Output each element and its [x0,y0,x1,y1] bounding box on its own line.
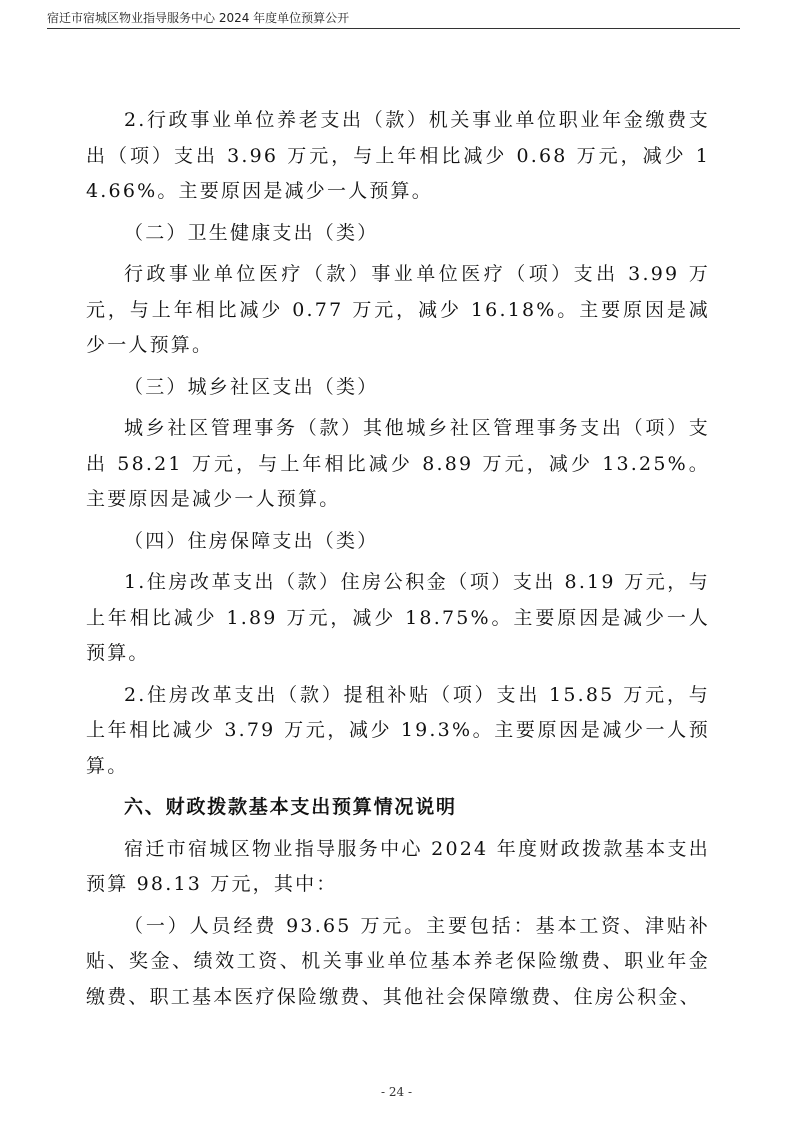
paragraph-rent-subsidy: 2.住房改革支出（款）提租补贴（项）支出 15.85 万元，与上年相比减少 3.79 万元，减少 19.3%。主要原因是减少一人预算。 [86,683,710,777]
heading-health: （二）卫生健康支出（类） [124,221,379,244]
page-number: - 24 - [380,1085,412,1099]
paragraph-pension-annuity: 2.行政事业单位养老支出（款）机关事业单位职业年金缴费支出（项）支出 3.96 万元，与上年相比减少 0.68 万元，减少 14.66%。主要原因是减少一人预算。 [86,109,710,202]
document-body [86,103,710,1015]
section-heading-basic-expenditure: 六、财政拨款基本支出预算情况说明 [124,796,457,818]
header-divider [47,28,740,29]
paragraph-community-management: 城乡社区管理事务（款）其他城乡社区管理事务支出（项）支出 58.21 万元，与上年相比减少 8.89 万元，减少 13.25%。主要原因是减少一人预算。 [86,417,710,510]
paragraph-personnel-costs: （一）人员经费 93.65 万元。主要包括：基本工资、津贴补贴、奖金、绩效工资、机关事业单位基本养老保险缴费、职业年金缴费、职工基本医疗保险缴费、其他社会保障缴费、住房公积金、 [86,914,710,1008]
page-header: 宿迁市宿城区物业指导服务中心 2024 年度单位预算公开 [47,11,350,25]
heading-housing: （四）住房保障支出（类） [124,529,379,552]
paragraph-basic-expenditure-total: 宿迁市宿城区物业指导服务中心 2024 年度财政拨款基本支出预算 98.13 万元，其中： [86,837,710,895]
paragraph-housing-fund: 1.住房改革支出（款）住房公积金（项）支出 8.19 万元，与上年相比减少 1.89 万元，减少 18.75%。主要原因是减少一人预算。 [86,571,710,664]
paragraph-medical: 行政事业单位医疗（款）事业单位医疗（项）支出 3.99 万元，与上年相比减少 0.77 万元，减少 16.18%。主要原因是减少一人预算。 [86,263,710,356]
heading-urban-rural: （三）城乡社区支出（类） [124,375,379,398]
